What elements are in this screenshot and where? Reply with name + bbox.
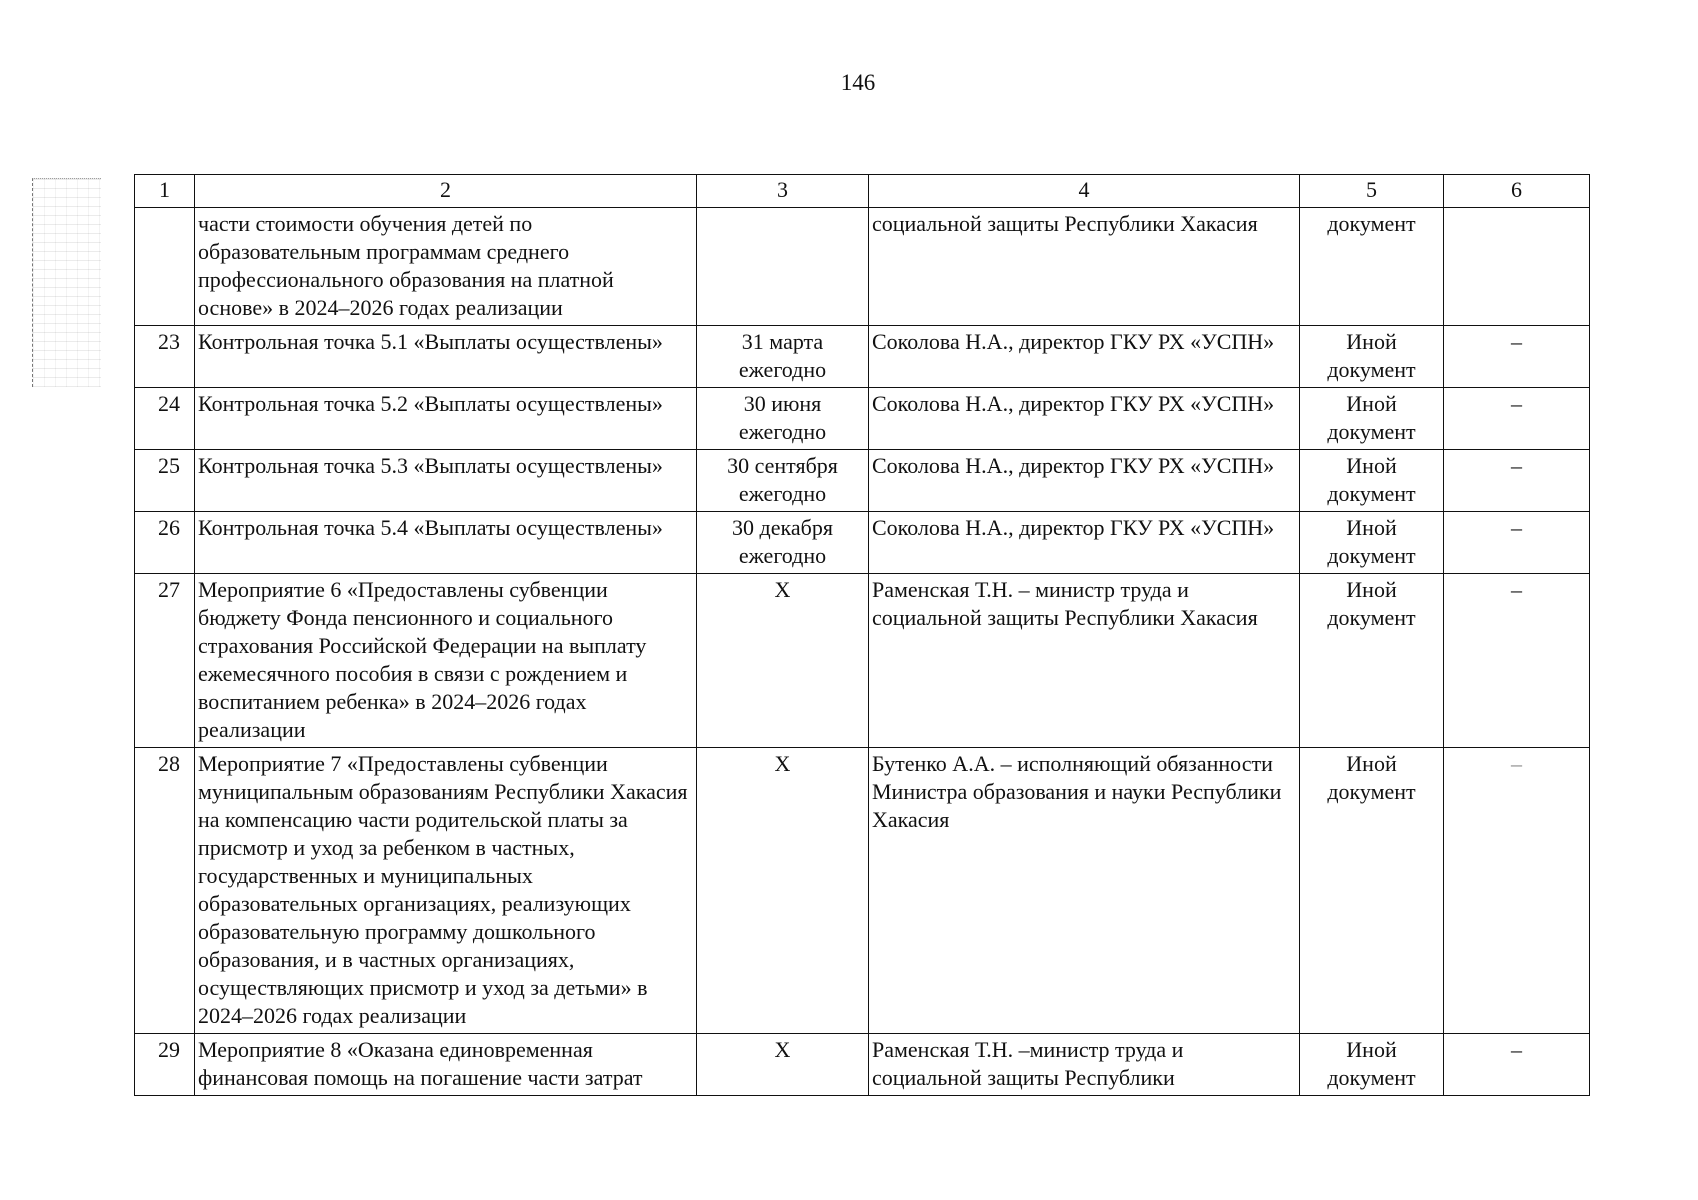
row-number-cell: 27 <box>135 574 195 748</box>
measures-table <box>134 174 1590 1096</box>
deadline-cell: 30 декабря ежегодно <box>697 512 869 574</box>
responsible-cell: Соколова Н.А., директор ГКУ РХ «УСПН» <box>869 388 1300 450</box>
deadline-cell: Х <box>697 1034 869 1096</box>
table-row <box>135 512 1590 574</box>
responsible-cell: Соколова Н.А., директор ГКУ РХ «УСПН» <box>869 326 1300 388</box>
row-number-cell: 28 <box>135 748 195 1034</box>
table-row <box>135 388 1590 450</box>
note-cell: – <box>1444 388 1590 450</box>
document-type-cell: документ <box>1300 208 1444 326</box>
note-cell: – <box>1444 748 1590 1034</box>
document-type-cell: Иной документ <box>1300 326 1444 388</box>
row-number-cell <box>135 208 195 326</box>
measure-name-cell: Контрольная точка 5.2 «Выплаты осуществлены» <box>195 388 697 450</box>
responsible-cell: Соколова Н.А., директор ГКУ РХ «УСПН» <box>869 450 1300 512</box>
table-row <box>135 208 1590 326</box>
deadline-cell: Х <box>697 748 869 1034</box>
deadline-cell: 30 сентября ежегодно <box>697 450 869 512</box>
measure-name-cell: Мероприятие 7 «Предоставлены субвенции муниципальным образованиям Республики Хакасия на компенсацию части родительской платы за присмотр и уход за ребенком в частных, государственных и муниципальных образовательных организациях, реализующих образовательную программу дошкольного образования, и в частных организациях, осуществляющих присмотр и уход за детьми» в 2024–2026 годах реализации <box>195 748 697 1034</box>
document-type-cell: Иной документ <box>1300 574 1444 748</box>
header-cell: 6 <box>1444 175 1590 208</box>
table-row <box>135 748 1590 1034</box>
page-number: 146 <box>840 70 876 95</box>
deadline-cell <box>697 208 869 326</box>
table-row <box>135 326 1590 388</box>
responsible-cell: Раменская Т.Н. –министр труда и социальной защиты Республики <box>869 1034 1300 1096</box>
responsible-cell: Раменская Т.Н. – министр труда и социальной защиты Республики Хакасия <box>869 574 1300 748</box>
measure-name-cell: Контрольная точка 5.3 «Выплаты осуществлены» <box>195 450 697 512</box>
header-cell: 5 <box>1300 175 1444 208</box>
note-cell: – <box>1444 1034 1590 1096</box>
row-number-cell: 25 <box>135 450 195 512</box>
measure-name-cell: Контрольная точка 5.4 «Выплаты осуществлены» <box>195 512 697 574</box>
note-cell <box>1444 208 1590 326</box>
deadline-cell: 31 марта ежегодно <box>697 326 869 388</box>
table-row <box>135 574 1590 748</box>
note-cell: – <box>1444 574 1590 748</box>
row-number-cell: 23 <box>135 326 195 388</box>
header-cell: 1 <box>135 175 195 208</box>
deadline-cell: Х <box>697 574 869 748</box>
approval-stamp-image <box>32 178 101 387</box>
table-row <box>135 1034 1590 1096</box>
deadline-cell: 30 июня ежегодно <box>697 388 869 450</box>
header-cell: 4 <box>869 175 1300 208</box>
responsible-cell: Бутенко А.А. – исполняющий обязанности Министра образования и науки Республики Хакасия <box>869 748 1300 1034</box>
document-type-cell: Иной документ <box>1300 512 1444 574</box>
document-type-cell: Иной документ <box>1300 748 1444 1034</box>
measure-name-cell: Мероприятие 6 «Предоставлены субвенции бюджету Фонда пенсионного и социального страхования Российской Федерации на выплату ежемесячного пособия в связи с рождением и воспитанием ребенка» в 2024–2026 годах реализации <box>195 574 697 748</box>
note-cell: – <box>1444 512 1590 574</box>
table-header-row <box>135 175 1590 208</box>
document-type-cell: Иной документ <box>1300 1034 1444 1096</box>
header-cell: 2 <box>195 175 697 208</box>
document-type-cell: Иной документ <box>1300 450 1444 512</box>
measure-name-cell: Мероприятие 8 «Оказана единовременная финансовая помощь на погашение части затрат <box>195 1034 697 1096</box>
row-number-cell: 26 <box>135 512 195 574</box>
row-number-cell: 29 <box>135 1034 195 1096</box>
note-cell: – <box>1444 450 1590 512</box>
table-row <box>135 450 1590 512</box>
measure-name-cell: Контрольная точка 5.1 «Выплаты осуществлены» <box>195 326 697 388</box>
measure-name-cell: части стоимости обучения детей по образовательным программам среднего профессионального образования на платной основе» в 2024–2026 годах реализации <box>195 208 697 326</box>
responsible-cell: Соколова Н.А., директор ГКУ РХ «УСПН» <box>869 512 1300 574</box>
header-cell: 3 <box>697 175 869 208</box>
responsible-cell: социальной защиты Республики Хакасия <box>869 208 1300 326</box>
row-number-cell: 24 <box>135 388 195 450</box>
note-cell: – <box>1444 326 1590 388</box>
document-type-cell: Иной документ <box>1300 388 1444 450</box>
